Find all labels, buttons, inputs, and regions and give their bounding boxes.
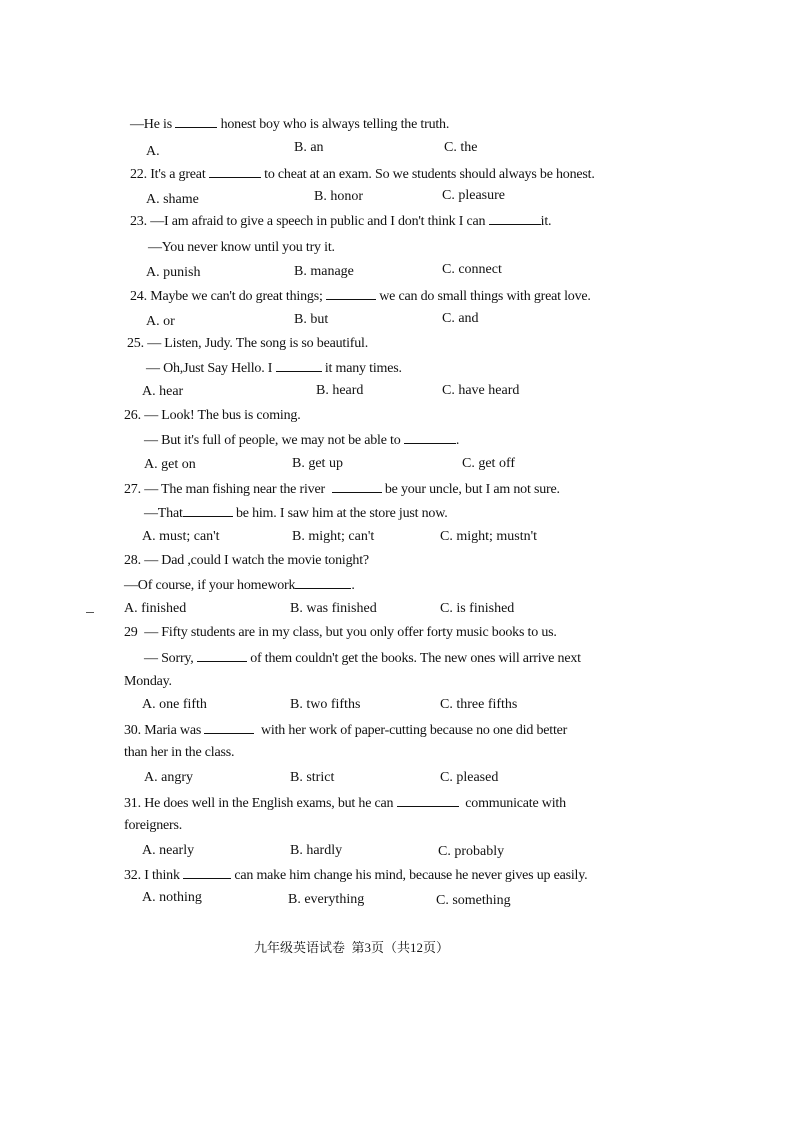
q30-stem <box>124 722 567 739</box>
q28-reply <box>124 577 355 594</box>
q22-stem <box>130 166 595 183</box>
q26-option-c[interactable]: C. get off <box>462 456 516 471</box>
q32-option-a[interactable]: A. nothing <box>142 890 202 905</box>
q22-answer-blank[interactable] <box>209 166 261 178</box>
q27-stem-text: 27. — The man fishing near the river <box>124 482 332 497</box>
q28-answer-blank[interactable] <box>295 577 351 589</box>
q31-answer-blank[interactable] <box>397 795 459 807</box>
q27-answer-blank-1[interactable] <box>332 481 382 493</box>
q21-answer-blank[interactable] <box>175 116 217 128</box>
q25-reply <box>146 360 402 377</box>
q30-stem-text-end: with her work of paper-cutting because no one did better <box>254 723 568 738</box>
q26-reply <box>144 432 459 449</box>
q29-reply-continued: Monday. <box>124 674 172 689</box>
q31-option-b[interactable]: B. hardly <box>290 843 343 858</box>
q29-stem: 29 — Fifty students are in my class, but you only offer forty music books to us. <box>124 625 557 640</box>
q31-option-a[interactable]: A. nearly <box>142 843 195 858</box>
q21-option-a[interactable]: A. <box>146 144 160 159</box>
q24-stem <box>130 288 591 305</box>
q27-reply-text: —That <box>144 506 183 521</box>
q22-option-b[interactable]: B. honor <box>314 189 363 204</box>
q28-option-c[interactable]: C. is finished <box>440 601 515 616</box>
q26-reply-text: — But it's full of people, we may not be able to <box>144 433 404 448</box>
q31-stem-text: 31. He does well in the English exams, but he can <box>124 796 397 811</box>
q32-stem-text-end: can make him change his mind, because he never gives up easily. <box>231 868 588 883</box>
q24-answer-blank[interactable] <box>326 288 376 300</box>
q24-option-b[interactable]: B. but <box>294 312 329 327</box>
q32-answer-blank[interactable] <box>183 867 231 879</box>
q27-option-b[interactable]: B. might; can't <box>292 529 375 544</box>
q27-stem <box>124 481 560 498</box>
q22-option-c[interactable]: C. pleasure <box>442 188 505 203</box>
q25-option-c[interactable]: C. have heard <box>442 383 520 398</box>
q21-stem-text: —He is <box>130 117 176 132</box>
q32-option-b[interactable]: B. everything <box>288 892 365 907</box>
q29-reply-text-end: of them couldn't get the books. The new ones will arrive next <box>246 651 581 666</box>
q28-stem: 28. — Dad ,could I watch the movie tonight? <box>124 553 369 568</box>
q23-answer-blank[interactable] <box>489 213 541 225</box>
q22-stem-text: 22. It's a great <box>130 167 209 182</box>
q32-option-c[interactable]: C. something <box>436 893 511 908</box>
page-footer: 九年级英语试卷 第3页（共12页） <box>254 940 450 955</box>
q21-option-b[interactable]: B. an <box>294 140 324 155</box>
q28-option-b[interactable]: B. was finished <box>290 601 377 616</box>
q25-reply-text: — Oh,Just Say Hello. I <box>146 361 276 376</box>
q30-option-c[interactable]: C. pleased <box>440 770 499 785</box>
margin-mark <box>86 612 94 613</box>
q29-option-c[interactable]: C. three fifths <box>440 697 518 712</box>
q27-option-c[interactable]: C. might; mustn't <box>440 529 538 544</box>
q27-reply <box>144 505 448 522</box>
q24-option-a[interactable]: A. or <box>146 314 175 329</box>
q31-stem <box>124 795 566 812</box>
q23-reply: —You never know until you try it. <box>148 240 335 255</box>
q25-option-b[interactable]: B. heard <box>316 383 364 398</box>
q21-stem-text-end: honest boy who is always telling the truth. <box>217 117 450 132</box>
q22-option-a[interactable]: A. shame <box>146 192 199 207</box>
q30-stem-continued: than her in the class. <box>124 745 235 760</box>
q23-option-c[interactable]: C. connect <box>442 262 502 277</box>
q29-option-b[interactable]: B. two fifths <box>290 697 361 712</box>
q25-answer-blank[interactable] <box>276 360 322 372</box>
q30-option-a[interactable]: A. angry <box>144 770 193 785</box>
q29-reply-text: — Sorry, <box>144 651 197 666</box>
q26-option-a[interactable]: A. get on <box>144 457 196 472</box>
q28-reply-text: —Of course, if your homework <box>124 578 296 593</box>
q23-option-b[interactable]: B. manage <box>294 264 354 279</box>
q29-reply <box>144 650 581 667</box>
q31-stem-text-end: communicate with <box>458 796 566 811</box>
q29-answer-blank[interactable] <box>197 650 247 662</box>
q31-stem-continued: foreigners. <box>124 818 183 833</box>
q28-option-a[interactable]: A. finished <box>124 601 187 616</box>
q27-answer-blank-2[interactable] <box>183 505 233 517</box>
q32-stem <box>124 867 587 884</box>
q25-stem: 25. — Listen, Judy. The song is so beautiful. <box>127 336 369 351</box>
q32-stem-text: 32. I think <box>124 868 184 883</box>
q30-answer-blank[interactable] <box>204 722 254 734</box>
q21-stem <box>130 116 449 133</box>
q22-stem-text-end: to cheat at an exam. So we students should always be honest. <box>260 167 595 182</box>
q27-option-a[interactable]: A. must; can't <box>142 529 220 544</box>
q23-stem-text: 23. —I am afraid to give a speech in public and I don't think I can <box>130 214 489 229</box>
q24-stem-text: 24. Maybe we can't do great things; <box>130 289 326 304</box>
q27-reply-text-end: be him. I saw him at the store just now. <box>232 506 448 521</box>
q26-answer-blank[interactable] <box>404 432 456 444</box>
q24-option-c[interactable]: C. and <box>442 311 479 326</box>
q23-option-a[interactable]: A. punish <box>146 265 201 280</box>
q25-option-a[interactable]: A. hear <box>142 384 184 399</box>
q26-stem: 26. — Look! The bus is coming. <box>124 408 301 423</box>
q21-option-c[interactable]: C. the <box>444 140 478 155</box>
q28-reply-text-end: . <box>351 578 355 593</box>
q30-stem-text: 30. Maria was <box>124 723 205 738</box>
q31-option-c[interactable]: C. probably <box>438 844 505 859</box>
q24-stem-text-end: we can do small things with great love. <box>375 289 591 304</box>
q25-reply-text-end: it many times. <box>321 361 402 376</box>
q23-stem-text-end: it. <box>540 214 552 229</box>
q26-reply-text-end: . <box>455 433 460 448</box>
q29-option-a[interactable]: A. one fifth <box>142 697 207 712</box>
q27-stem-text-end: be your uncle, but I am not sure. <box>381 482 560 497</box>
q30-option-b[interactable]: B. strict <box>290 770 335 785</box>
q26-option-b[interactable]: B. get up <box>292 456 343 471</box>
q23-stem <box>130 213 551 230</box>
